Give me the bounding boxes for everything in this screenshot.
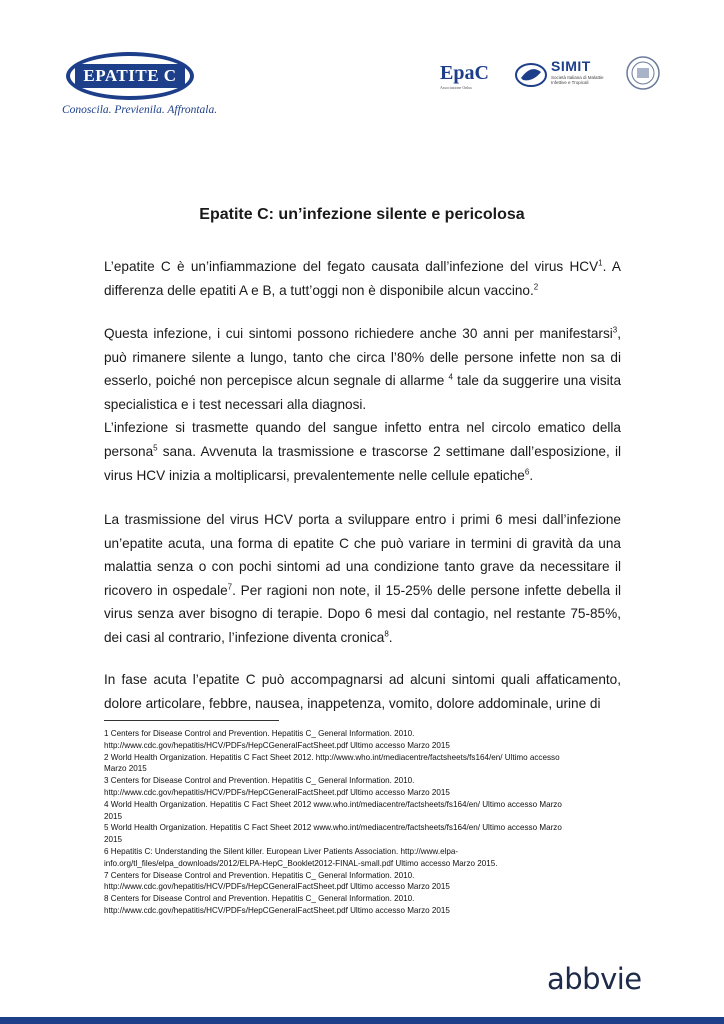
footnote-ref: 4 bbox=[448, 372, 453, 382]
footnote-line: Marzo 2015 bbox=[104, 764, 147, 774]
epac-logo-subtext: Associazione Onlus bbox=[440, 85, 472, 90]
footnote-line: http://www.cdc.gov/hepatitis/HCV/PDFs/HepCGeneralFactSheet.pdf Ultimo accesso Marzo 2015 bbox=[104, 787, 450, 797]
footnote-line: 2015 bbox=[104, 811, 123, 821]
text-segment: La trasmissione del virus HCV porta a sviluppare entro i primi 6 mesi dall’infezione un’epatite acuta, una forma di epatite C che può variare in termini di gravità da una malattia senza o con pochi sintomi ad una condizione tanto grave da necessitare il ricovero in ospedale bbox=[104, 512, 621, 598]
text-segment: . bbox=[388, 629, 393, 645]
footnote-ref: 7 bbox=[227, 582, 233, 592]
footnote-line: 2015 bbox=[104, 835, 123, 845]
paragraph-text bbox=[104, 322, 621, 416]
footnote-ref: 6 bbox=[524, 467, 530, 477]
epac-logo bbox=[440, 62, 489, 90]
paragraph-text bbox=[104, 255, 621, 302]
text-segment: . A differenza delle epatiti A e B, a tutt’oggi non è disponibile alcun vaccino. bbox=[104, 259, 621, 298]
footnote-ref: 3 bbox=[612, 325, 618, 335]
simit-emblem-icon bbox=[515, 62, 547, 88]
simit-subtitle: Società Italiana di Malattie Infettive e Tropicali bbox=[551, 75, 604, 85]
footnote-ref: 5 bbox=[153, 443, 158, 453]
footnote-ref: 1 bbox=[598, 258, 603, 268]
footnote-line: 6 Hepatitis C: Understanding the Silent killer. European Liver Patients Association. http://www.elpa- bbox=[104, 846, 459, 856]
footnote-line: info.org/tl_files/elpa_downloads/2012/ELPA-HepC_Booklet2012-FINAL-small.pdf Ultimo accesso Marzo 2015. bbox=[104, 858, 498, 868]
footnote-line: 2 World Health Organization. Hepatitis C Fact Sheet 2012. http://www.who.int/mediacentre/factsheets/fs164/en/ Ultimo accesso bbox=[104, 752, 560, 762]
paragraph-3 bbox=[104, 508, 621, 650]
footnote-line: http://www.cdc.gov/hepatitis/HCV/PDFs/HepCGeneralFactSheet.pdf Ultimo accesso Marzo 2015 bbox=[104, 882, 450, 892]
paragraph-2 bbox=[104, 322, 621, 487]
paragraph-text bbox=[104, 416, 621, 487]
paragraph-text bbox=[104, 668, 621, 715]
simit-name: SIMIT bbox=[551, 58, 591, 74]
logo-oval bbox=[66, 52, 194, 100]
text-segment: . bbox=[529, 467, 534, 483]
epatite-c-logo bbox=[62, 52, 218, 122]
page-title: Epatite C: un’infezione silente e pericolosa bbox=[199, 206, 525, 223]
text-segment: tale da suggerire una visita specialistica e i test necessari alla diagnosi. bbox=[104, 373, 622, 412]
footnote-line: 4 World Health Organization. Hepatitis C Fact Sheet 2012 www.who.int/mediacentre/factsheets/fs164/en/ Ultimo accesso Marzo bbox=[104, 799, 562, 809]
text-segment: sana. Avvenuta la trasmissione e trascorse 2 settimane dall’esposizione, il virus HCV inizia a moltiplicarsi, prevalentemente nelle cellule epatiche bbox=[104, 443, 621, 483]
text-segment: L’epatite C è un’infiammazione del fegato causata dall’infezione del virus HCV bbox=[104, 259, 599, 274]
text-segment: Questa infezione, i cui sintomi possono richiedere anche 30 anni per manifestarsi bbox=[104, 326, 613, 341]
text-segment: . Per ragioni non note, il 15-25% delle persone infette debella il virus senza aver bisogno di terapie. Dopo 6 mesi dal contagio, nel restante 75-85%, dei casi al contrario, l’infezione diventa cronica bbox=[104, 582, 621, 645]
bottom-bar bbox=[0, 1017, 724, 1024]
footnote-line: http://www.cdc.gov/hepatitis/HCV/PDFs/HepCGeneralFactSheet.pdf Ultimo accesso Marzo 2015 bbox=[104, 905, 450, 915]
text-segment: , può rimanere silente a lungo, tanto che circa l’80% delle persone infette non sa di esserlo, poiché non percepisce alcun segnale di allarme bbox=[104, 326, 621, 389]
paragraph-text bbox=[104, 508, 621, 650]
footnote-line: 7 Centers for Disease Control and Prevention. Hepatitis C_ General Information. 2010. bbox=[104, 870, 415, 880]
footnote-line: 3 Centers for Disease Control and Prevention. Hepatitis C_ General Information. 2010. bbox=[104, 776, 415, 786]
footnote-divider bbox=[104, 720, 279, 721]
simit-logo bbox=[515, 58, 615, 92]
footnotes bbox=[104, 728, 624, 917]
footnote-line: 1 Centers for Disease Control and Prevention. Hepatitis C_ General Information. 2010. bbox=[104, 729, 415, 738]
abbvie-logo: abbvie bbox=[547, 962, 642, 996]
text-segment: L’infezione si trasmette quando del sangue infetto entra nel circolo ematico della persona bbox=[104, 420, 621, 459]
footnote-line: 5 World Health Organization. Hepatitis C Fact Sheet 2012 www.who.int/mediacentre/factsheets/fs164/en/ Ultimo accesso Marzo bbox=[104, 823, 562, 833]
university-seal-icon bbox=[626, 56, 660, 90]
footnote-line: 8 Centers for Disease Control and Prevention. Hepatitis C_ General Information. 2010. bbox=[104, 894, 415, 904]
logo-text: EPATITE C bbox=[75, 64, 184, 88]
paragraph-4 bbox=[104, 668, 621, 715]
logo-tagline: Conoscila. Previenila. Affrontala. bbox=[62, 104, 218, 116]
footnote-ref: 2 bbox=[533, 282, 539, 292]
text-segment: In fase acuta l’epatite C può accompagnarsi ad alcuni sintomi quali affaticamento, dolore articolare, febbre, nausea, inappetenza, vomito, dolore addominale, urine di bbox=[104, 672, 621, 711]
paragraph-1 bbox=[104, 255, 621, 302]
epac-logo-text: EpaC bbox=[440, 62, 489, 84]
footnote-ref: 8 bbox=[384, 629, 389, 639]
footnote-line: http://www.cdc.gov/hepatitis/HCV/PDFs/HepCGeneralFactSheet.pdf Ultimo accesso Marzo 2015 bbox=[104, 740, 450, 750]
